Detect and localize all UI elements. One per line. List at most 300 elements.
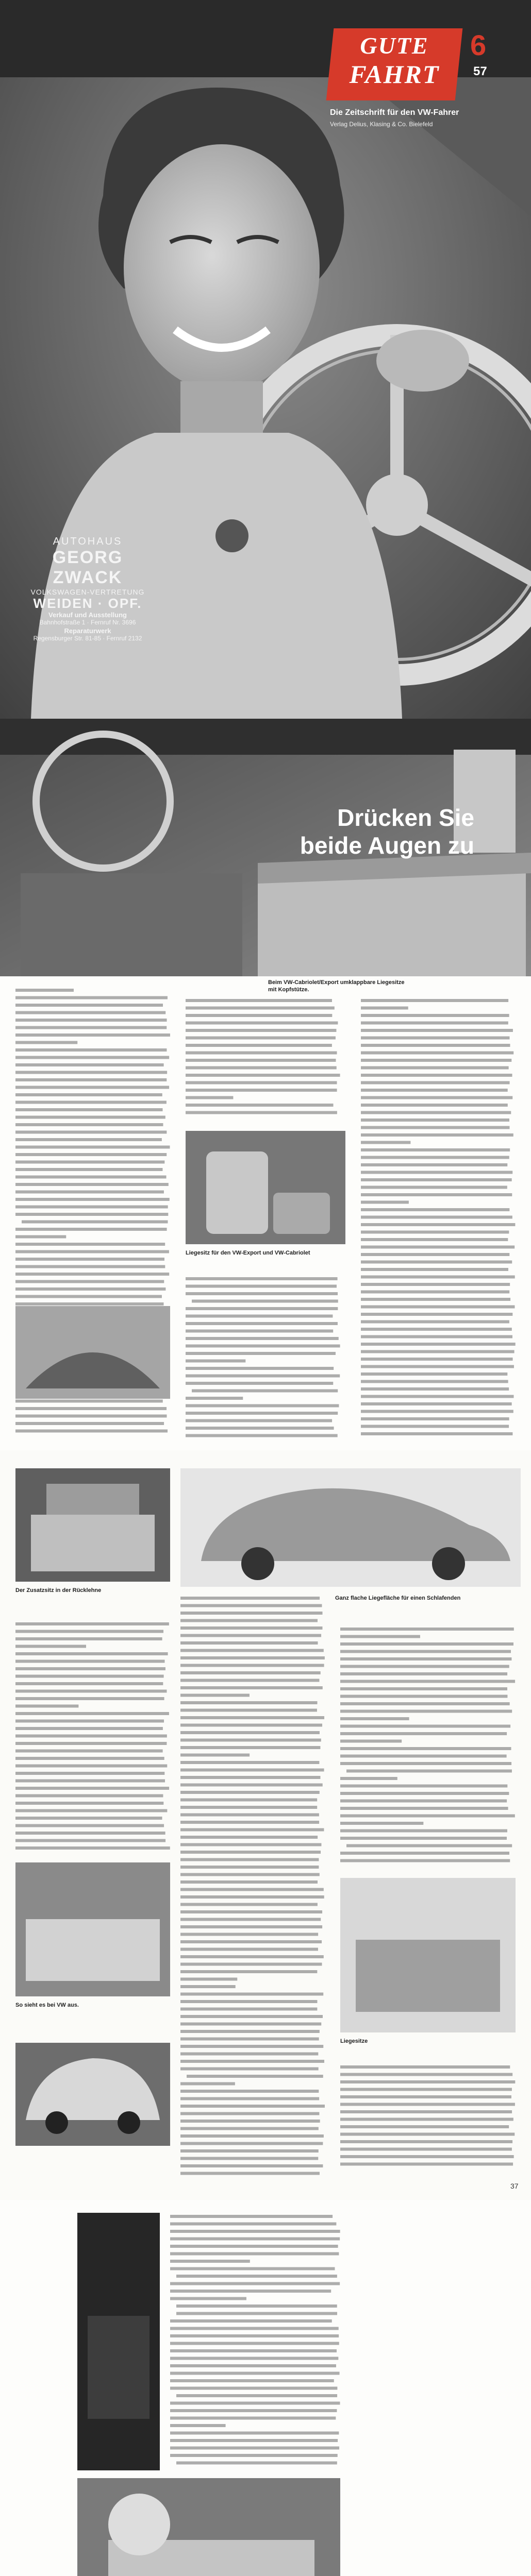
text-line bbox=[15, 1011, 165, 1014]
text-line bbox=[15, 1138, 162, 1141]
text-line bbox=[180, 1940, 322, 1943]
text-line bbox=[180, 1910, 322, 1913]
text-line bbox=[170, 2290, 331, 2293]
text-line bbox=[186, 1397, 243, 1400]
dealer-name: GEORG ZWACK bbox=[52, 548, 123, 588]
title-line-1: Drücken Sie bbox=[337, 804, 474, 831]
text-line bbox=[340, 1642, 513, 1646]
text-line bbox=[180, 1858, 319, 1861]
text-line bbox=[180, 1799, 317, 1802]
text-line bbox=[340, 1829, 507, 1833]
body-text-lines bbox=[340, 2063, 516, 2172]
cover-publisher: Verlag Delius, Klasing & Co. Bielefeld bbox=[330, 121, 433, 128]
text-line bbox=[15, 1675, 164, 1678]
text-line bbox=[15, 1086, 169, 1089]
text-line bbox=[361, 1306, 515, 1309]
text-line bbox=[361, 1022, 508, 1025]
text-line bbox=[15, 1802, 163, 1805]
text-line bbox=[361, 1193, 512, 1196]
photo-seat-interior bbox=[15, 1468, 170, 1582]
text-line bbox=[180, 2105, 325, 2108]
logo-gute: GUTE bbox=[360, 32, 429, 59]
issue-year: 57 bbox=[473, 64, 487, 78]
text-line bbox=[186, 1007, 335, 1010]
text-line bbox=[361, 1261, 512, 1264]
text-line bbox=[180, 1739, 321, 1742]
caption-2: Liegesitz für den VW-Export und VW-Cabriolet bbox=[186, 1250, 310, 1256]
text-line bbox=[186, 1044, 332, 1047]
text-line bbox=[15, 1213, 168, 1216]
article-page-1 bbox=[0, 719, 531, 1450]
text-line bbox=[180, 2067, 319, 2071]
text-line bbox=[340, 2080, 515, 2083]
text-line bbox=[180, 2008, 317, 2011]
text-line bbox=[180, 1716, 324, 1719]
text-line bbox=[361, 1029, 513, 1032]
text-line bbox=[180, 1612, 322, 1615]
text-line bbox=[361, 1246, 515, 1249]
text-line bbox=[180, 1925, 322, 1928]
text-line bbox=[180, 1731, 320, 1734]
text-line bbox=[186, 1014, 332, 1017]
text-line bbox=[15, 1146, 170, 1149]
text-line bbox=[180, 1828, 324, 1832]
text-line bbox=[186, 1360, 245, 1363]
text-line bbox=[180, 2015, 323, 2018]
text-line bbox=[361, 1238, 508, 1241]
text-line bbox=[180, 1814, 319, 1817]
text-line bbox=[180, 1784, 323, 1787]
text-line bbox=[15, 1101, 167, 1104]
text-line bbox=[340, 1740, 402, 1743]
diagram-vw-beetle bbox=[15, 2043, 170, 2146]
text-line bbox=[15, 1794, 163, 1798]
text-line bbox=[340, 1657, 511, 1660]
text-line bbox=[180, 1978, 237, 1981]
text-line bbox=[170, 2334, 339, 2337]
text-line bbox=[340, 1762, 511, 1765]
text-line bbox=[186, 1066, 337, 1070]
text-line bbox=[361, 1133, 513, 1137]
text-line bbox=[180, 2157, 318, 2160]
text-line bbox=[180, 1970, 317, 1973]
text-line bbox=[176, 2462, 337, 2465]
text-line bbox=[340, 1792, 509, 1795]
text-line bbox=[15, 1652, 168, 1655]
photo-car-side bbox=[180, 1468, 521, 1587]
text-line bbox=[361, 1052, 513, 1055]
dealer-line-5: Verkauf und Ausstellung bbox=[48, 611, 127, 619]
text-line bbox=[340, 2065, 510, 2069]
text-line bbox=[170, 2230, 340, 2233]
article-title bbox=[247, 804, 474, 859]
text-line bbox=[15, 1280, 164, 1283]
text-line bbox=[180, 1649, 324, 1652]
text-line bbox=[15, 1817, 162, 1820]
text-line bbox=[15, 1093, 162, 1096]
text-line bbox=[361, 1298, 510, 1301]
text-line bbox=[361, 1059, 511, 1062]
text-line bbox=[15, 1787, 169, 1790]
text-line bbox=[361, 1358, 513, 1361]
text-line bbox=[361, 1350, 515, 1353]
text-line bbox=[15, 1780, 165, 1783]
text-line bbox=[361, 1283, 510, 1286]
text-line bbox=[340, 1672, 507, 1675]
text-line bbox=[186, 1434, 338, 1437]
text-line bbox=[186, 1022, 338, 1025]
text-line bbox=[15, 1809, 167, 1812]
text-line bbox=[186, 1277, 338, 1280]
text-line bbox=[186, 1285, 337, 1288]
text-line bbox=[15, 1265, 165, 1268]
text-line bbox=[180, 1843, 321, 1846]
text-column-2b bbox=[186, 1275, 340, 1440]
photo-seat-flat bbox=[15, 1862, 170, 1996]
text-line bbox=[180, 1821, 319, 1824]
text-line bbox=[340, 2148, 512, 2151]
text-line bbox=[180, 2045, 323, 2048]
text-line bbox=[361, 1178, 512, 1181]
text-line bbox=[340, 2095, 511, 2098]
text-line bbox=[340, 1822, 423, 1825]
text-line bbox=[180, 1851, 321, 1854]
text-line bbox=[15, 1243, 165, 1246]
text-line bbox=[340, 1785, 507, 1788]
text-line bbox=[15, 1198, 170, 1201]
text-line bbox=[180, 1918, 321, 1921]
text-line bbox=[361, 999, 508, 1002]
text-line bbox=[361, 1410, 513, 1413]
text-line bbox=[15, 1026, 167, 1029]
text-line bbox=[180, 1933, 318, 1936]
text-line bbox=[361, 1425, 509, 1428]
text-line bbox=[361, 1216, 512, 1219]
text-line bbox=[170, 2297, 246, 2300]
text-line bbox=[180, 2164, 323, 2167]
text-line bbox=[361, 1141, 410, 1144]
text-line bbox=[340, 1687, 507, 1690]
text-line bbox=[340, 2140, 512, 2143]
text-line bbox=[15, 1660, 165, 1663]
text-line bbox=[180, 2097, 319, 2100]
text-line bbox=[15, 1183, 169, 1186]
text-line bbox=[170, 2402, 340, 2405]
text-line bbox=[15, 1206, 168, 1209]
text-line bbox=[180, 1626, 322, 1630]
text-line bbox=[340, 1725, 510, 1728]
text-line bbox=[186, 1427, 334, 1430]
text-line bbox=[170, 2424, 226, 2427]
text-line bbox=[15, 1235, 66, 1239]
text-line bbox=[180, 2038, 319, 2041]
text-line bbox=[15, 1735, 167, 1738]
text-line bbox=[170, 2260, 250, 2263]
text-line bbox=[340, 2118, 513, 2121]
text-line bbox=[180, 1701, 317, 1704]
text-line bbox=[180, 2120, 320, 2123]
text-line bbox=[15, 1302, 163, 1306]
text-line bbox=[180, 1709, 317, 1712]
text-line bbox=[361, 1380, 508, 1383]
text-line bbox=[15, 1667, 165, 1670]
text-line bbox=[15, 1153, 167, 1156]
dealer-line-7: Reparaturwerk bbox=[64, 626, 111, 635]
text-line bbox=[15, 1116, 165, 1119]
dealer-line-1: AUTOHAUS bbox=[53, 536, 123, 547]
text-line bbox=[180, 1671, 321, 1674]
text-line bbox=[180, 1746, 320, 1749]
text-line bbox=[15, 1757, 164, 1760]
text-line bbox=[361, 1037, 509, 1040]
text-line bbox=[15, 1048, 167, 1052]
text-line bbox=[15, 1078, 167, 1081]
text-line bbox=[361, 1014, 509, 1017]
text-line bbox=[180, 1769, 324, 1772]
text-line bbox=[186, 1111, 337, 1114]
text-line bbox=[361, 1126, 509, 1129]
text-line bbox=[180, 1619, 318, 1622]
text-line bbox=[15, 1682, 163, 1685]
text-line bbox=[22, 1221, 168, 1224]
text-line bbox=[340, 1815, 515, 1818]
text-line bbox=[361, 1276, 515, 1279]
text-line bbox=[170, 2417, 336, 2420]
photo-auto-bett bbox=[77, 2478, 340, 2576]
dealer-line-6: Bahnhofstraße 1 · Fernruf Nr. 3696 bbox=[39, 619, 136, 626]
seat-photo bbox=[186, 1131, 345, 1244]
text-line bbox=[15, 1765, 167, 1768]
text-line bbox=[361, 1163, 507, 1166]
text-line bbox=[340, 1807, 508, 1810]
text-line bbox=[340, 1650, 511, 1653]
text-line bbox=[361, 1343, 516, 1346]
text-line bbox=[361, 1096, 512, 1099]
text-line bbox=[170, 2447, 339, 2450]
text-line bbox=[180, 2172, 320, 2175]
text-line bbox=[170, 2282, 340, 2285]
text-line bbox=[15, 1712, 169, 1715]
body-text-lines bbox=[170, 2213, 340, 2470]
text-line bbox=[180, 2134, 324, 2138]
text-line bbox=[180, 1903, 318, 1906]
text-line bbox=[15, 1637, 162, 1640]
text-line bbox=[192, 1389, 338, 1393]
text-line bbox=[361, 1432, 512, 1435]
dealer-stamp bbox=[21, 536, 155, 642]
text-line bbox=[15, 1824, 164, 1827]
text-line bbox=[180, 1776, 320, 1779]
body-text-lines bbox=[361, 997, 516, 1440]
body-text-lines bbox=[186, 997, 340, 1115]
text-line bbox=[15, 1690, 167, 1693]
text-line bbox=[180, 1985, 236, 1988]
text-line bbox=[15, 1430, 168, 1433]
text-line bbox=[186, 1074, 340, 1077]
text-line bbox=[186, 1375, 340, 1378]
text-line bbox=[186, 1104, 334, 1107]
text-line bbox=[186, 1322, 338, 1325]
text-line bbox=[180, 2053, 318, 2056]
text-line bbox=[186, 1345, 340, 1348]
text-line bbox=[170, 2364, 336, 2367]
caption-1: Beim VW-Cabriolet/Export umklappbare Liegesitze mit Kopfstütze. bbox=[268, 979, 405, 993]
p2-text-col-4 bbox=[340, 2063, 516, 2172]
text-line bbox=[361, 1268, 508, 1271]
text-line bbox=[361, 1044, 510, 1047]
text-line bbox=[180, 2127, 319, 2130]
title-line-2: beide Augen zu bbox=[300, 832, 474, 859]
text-line bbox=[15, 1176, 167, 1179]
text-line bbox=[186, 1315, 333, 1318]
text-line bbox=[15, 1131, 167, 1134]
text-line bbox=[340, 2110, 512, 2113]
text-line bbox=[180, 1948, 318, 1951]
text-line bbox=[361, 1007, 408, 1010]
text-line bbox=[180, 1686, 323, 1689]
text-line bbox=[170, 2357, 338, 2360]
text-line bbox=[15, 1258, 164, 1261]
text-line bbox=[180, 1634, 321, 1637]
text-line bbox=[340, 2155, 514, 2158]
text-line bbox=[180, 2142, 323, 2145]
text-line bbox=[170, 2379, 334, 2382]
body-text-lines bbox=[340, 1625, 516, 1868]
text-line bbox=[170, 2409, 337, 2412]
text-line bbox=[170, 2238, 340, 2241]
text-line bbox=[340, 2088, 512, 2091]
text-line bbox=[170, 2454, 338, 2457]
text-line bbox=[180, 1963, 322, 1966]
text-line bbox=[15, 1287, 165, 1291]
text-line bbox=[170, 2387, 337, 2390]
text-line bbox=[180, 1806, 317, 1809]
text-line bbox=[361, 1111, 511, 1114]
text-line bbox=[346, 1770, 512, 1773]
issue-number: 6 bbox=[470, 29, 487, 61]
text-line bbox=[361, 1253, 509, 1256]
text-line bbox=[180, 2112, 319, 2115]
text-line bbox=[340, 1852, 509, 1855]
text-line bbox=[361, 1365, 514, 1368]
text-line bbox=[180, 2082, 235, 2086]
text-line bbox=[180, 1993, 323, 1996]
text-line bbox=[361, 1402, 512, 1405]
text-line bbox=[180, 1955, 324, 1958]
text-line bbox=[361, 1223, 515, 1226]
text-line bbox=[340, 1702, 510, 1705]
text-line bbox=[361, 1118, 509, 1122]
text-line bbox=[340, 1717, 409, 1720]
text-line bbox=[180, 1791, 320, 1794]
text-line bbox=[340, 1665, 509, 1668]
text-line bbox=[180, 1761, 319, 1764]
text-line bbox=[15, 1705, 78, 1708]
text-line bbox=[340, 1755, 507, 1758]
logo-fahrt: FAHRT bbox=[349, 60, 440, 89]
text-line bbox=[15, 1108, 163, 1111]
text-line bbox=[180, 2000, 317, 2003]
text-line bbox=[15, 1415, 167, 1418]
p2-text-col-2 bbox=[180, 1595, 325, 2177]
text-line bbox=[186, 1052, 337, 1055]
text-line bbox=[180, 1656, 325, 1659]
text-line bbox=[180, 2060, 324, 2063]
text-line bbox=[180, 1724, 322, 1727]
text-line bbox=[15, 1400, 163, 1403]
text-line bbox=[340, 1680, 515, 1683]
text-line bbox=[15, 1168, 162, 1171]
photo-night-car bbox=[77, 2213, 160, 2470]
text-line bbox=[187, 2075, 323, 2078]
text-line bbox=[340, 2103, 515, 2106]
text-line bbox=[361, 1156, 509, 1159]
text-line bbox=[170, 2223, 336, 2226]
text-line bbox=[180, 1754, 250, 1757]
text-line bbox=[340, 2163, 513, 2166]
text-line bbox=[340, 1732, 507, 1735]
text-line bbox=[340, 2125, 509, 2128]
text-line bbox=[186, 1404, 339, 1408]
text-line bbox=[340, 1747, 511, 1750]
text-column-3 bbox=[361, 997, 516, 1440]
cover-subtitle: Die Zeitschrift für den VW-Fahrer bbox=[330, 108, 459, 117]
text-line bbox=[170, 2267, 335, 2270]
dealer-city: WEIDEN · OPF. bbox=[33, 596, 142, 612]
body-text-lines bbox=[15, 1620, 170, 1852]
caption-3: Der Zusatzsitz in der Rücklehne bbox=[15, 1587, 102, 1594]
text-line bbox=[192, 1300, 338, 1303]
article-page-3 bbox=[0, 2200, 531, 2576]
text-line bbox=[340, 1800, 507, 1803]
text-line bbox=[15, 1772, 164, 1775]
text-line bbox=[15, 1839, 165, 1842]
text-line bbox=[180, 1880, 318, 1884]
text-line bbox=[180, 1597, 320, 1600]
text-line bbox=[361, 1074, 512, 1077]
text-line bbox=[180, 2023, 321, 2026]
text-line bbox=[346, 1844, 512, 1848]
text-line bbox=[361, 1201, 409, 1204]
text-line bbox=[186, 1096, 233, 1099]
text-line bbox=[15, 1742, 167, 1745]
text-line bbox=[15, 1697, 164, 1700]
text-line bbox=[15, 1161, 164, 1164]
text-line bbox=[361, 1372, 507, 1376]
caption-4: Ganz flache Liegefläche für einen Schlafenden bbox=[335, 1595, 461, 1601]
text-line bbox=[361, 1335, 512, 1338]
text-line bbox=[15, 1033, 170, 1037]
text-line bbox=[15, 1720, 164, 1723]
text-line bbox=[170, 2319, 332, 2323]
text-line bbox=[340, 2073, 512, 2076]
text-line bbox=[186, 1037, 336, 1040]
text-line bbox=[340, 1695, 507, 1698]
text-line bbox=[170, 2342, 339, 2345]
text-column-2 bbox=[186, 997, 340, 1115]
caption-5: So sieht es bei VW aus. bbox=[15, 2002, 79, 2008]
text-line bbox=[340, 1635, 420, 1638]
text-line bbox=[180, 1679, 319, 1682]
text-line bbox=[361, 1320, 509, 1324]
text-line bbox=[340, 1710, 512, 1713]
text-line bbox=[15, 1228, 167, 1231]
text-line bbox=[340, 2133, 515, 2136]
text-line bbox=[361, 1328, 512, 1331]
caption-6: Liegesitze bbox=[340, 2038, 368, 2044]
door-photo bbox=[15, 1306, 170, 1399]
text-line bbox=[180, 1694, 250, 1697]
